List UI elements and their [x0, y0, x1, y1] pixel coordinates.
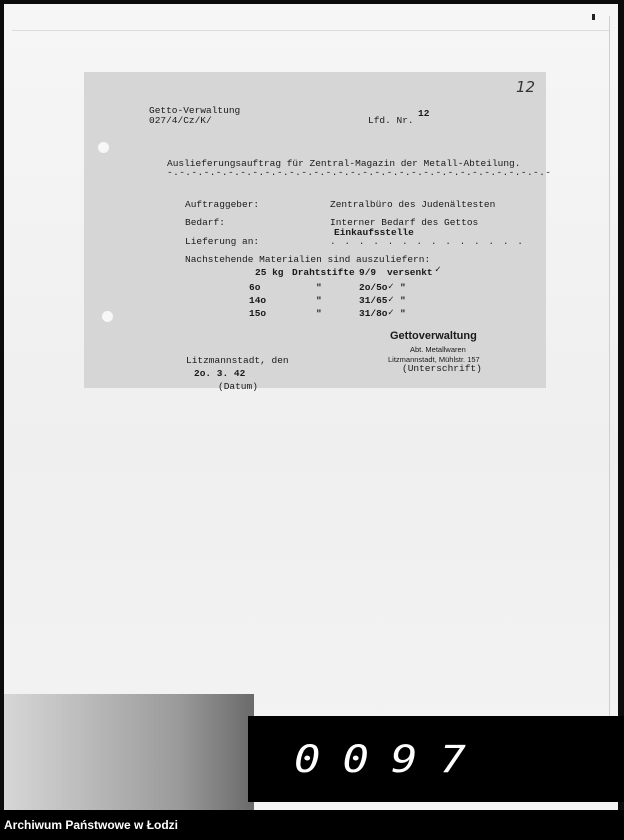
row-1-qty: 25 kg	[255, 267, 284, 278]
row-4-checkmark: ✓	[388, 307, 394, 318]
materials-intro: Nachstehende Materialien sind auszuliefern:	[185, 254, 431, 265]
row-3-size: 31/65	[359, 295, 388, 306]
row-1-item: Drahtstifte	[292, 267, 355, 278]
row-3-checkmark: ✓	[388, 294, 394, 305]
sheet-crease-vertical	[609, 16, 610, 786]
place-date-label: Litzmannstadt, den	[186, 355, 289, 366]
stamp-title: Gettoverwaltung	[390, 330, 477, 342]
row-3-qty: 14o	[249, 295, 267, 306]
row-3-note: "	[400, 295, 406, 306]
punch-hole-bottom	[102, 311, 113, 322]
bedarf-stamp: Einkaufsstelle	[334, 227, 414, 238]
punch-hole-top	[98, 142, 109, 153]
archive-sheet	[4, 4, 618, 810]
lfd-label: Lfd. Nr.	[368, 115, 414, 126]
bedarf-label: Bedarf:	[185, 217, 225, 228]
order-card	[84, 72, 552, 392]
header-office: Getto-Verwaltung	[149, 105, 241, 116]
document-title: Auslieferungsauftrag für Zentral-Magazin der Metall-Abteilung.	[167, 158, 521, 169]
row-4-qty: 15o	[249, 308, 267, 319]
auftraggeber-label: Auftraggeber:	[185, 199, 260, 210]
row-4-size: 31/8o	[359, 308, 388, 319]
row-2-note: "	[400, 282, 406, 293]
stamp-department: Abt. Metallwaren	[410, 345, 466, 354]
lieferung-dots: . . . . . . . . . . . . . .	[330, 236, 525, 247]
title-underline: -.-.-.-.-.-.-.-.-.-.-.-.-.-.-.-.-.-.-.-.-.-.-.-.-.-.-.-.-.-.-.-	[167, 167, 552, 178]
row-1-size: 9/9	[359, 267, 377, 278]
lieferung-label: Lieferung an:	[185, 236, 260, 247]
frame-counter-bar	[248, 716, 624, 802]
lfd-number: 12	[418, 108, 430, 119]
row-4-note: "	[400, 308, 406, 319]
row-1-checkmark: ✓	[435, 264, 441, 275]
row-3-item: "	[316, 295, 322, 306]
bedarf-value: Interner Bedarf des Gettos	[330, 217, 479, 228]
handwritten-number: 12	[516, 78, 536, 96]
row-4-item: "	[316, 308, 322, 319]
row-2-qty: 6o	[249, 282, 261, 293]
row-2-size: 2o/5o	[359, 282, 388, 293]
header-reference: 027/4/Cz/K/	[149, 115, 212, 126]
auftraggeber-value: Zentralbüro des Judenältesten	[330, 199, 496, 210]
signature-label: (Unterschrift)	[402, 363, 482, 374]
row-2-checkmark: ✓	[388, 281, 394, 292]
date-label: (Datum)	[218, 381, 258, 392]
sheet-crease-horizontal	[12, 30, 610, 31]
date-value: 2o. 3. 42	[194, 368, 246, 379]
frame-counter: 0097	[294, 737, 488, 781]
archive-footer: Archiwum Państwowe w Łodzi	[0, 810, 624, 840]
row-1-note: versenkt	[387, 267, 433, 278]
corner-mark	[592, 14, 595, 20]
row-2-item: "	[316, 282, 322, 293]
shadow-blotch	[4, 694, 254, 810]
stamp-address: Litzmannstadt, Mühlstr. 157	[388, 355, 480, 364]
